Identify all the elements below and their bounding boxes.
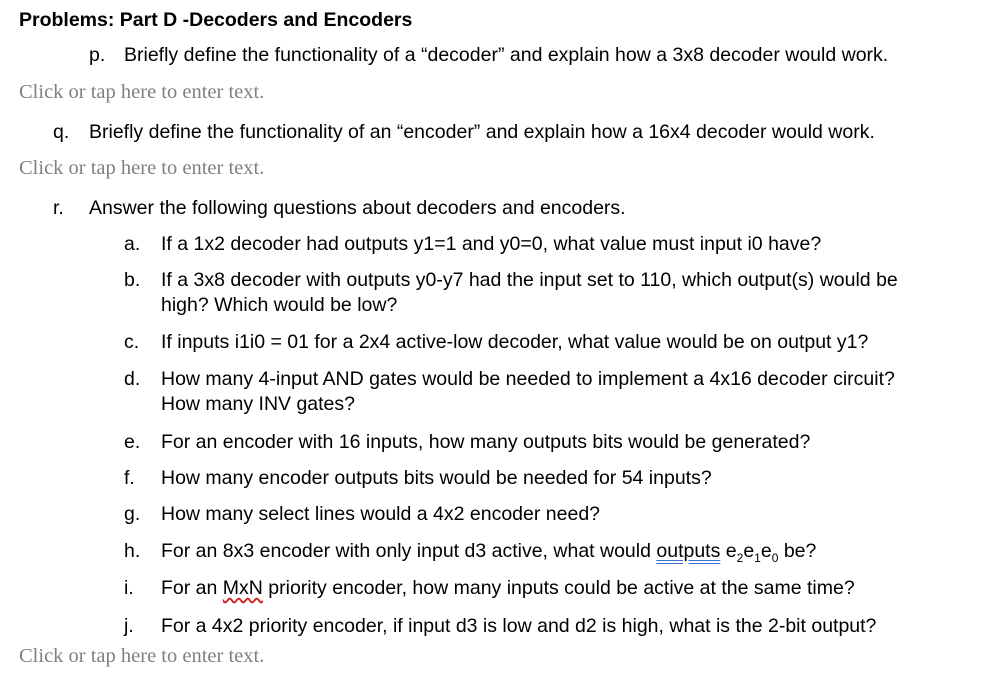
question-marker: q. <box>53 121 70 143</box>
question-text: Answer the following questions about decoders and encoders. <box>89 197 626 219</box>
subquestion-marker: a. <box>124 233 141 255</box>
subquestion-marker: g. <box>124 503 141 525</box>
question-text: Briefly define the functionality of an “encoder” and explain how a 16x4 decoder would work. <box>89 121 875 143</box>
subquestion-text: How many encoder outputs bits would be needed for 54 inputs? <box>161 467 712 489</box>
subquestion-marker: f. <box>124 467 135 489</box>
subquestion-text <box>161 539 816 571</box>
subquestion-text <box>161 576 855 601</box>
subquestion-text-line-2: high? Which would be low? <box>161 294 398 316</box>
subquestion-marker: j. <box>124 615 134 637</box>
question-marker: p. <box>89 44 106 66</box>
subquestion-text: For an encoder with 16 inputs, how many outputs bits would be generated? <box>161 431 811 453</box>
question-r <box>53 196 626 220</box>
subquestion-marker: e. <box>124 431 141 453</box>
subquestion-text: How many select lines would a 4x2 encoder need? <box>161 503 601 525</box>
page-title: Problems: Part D -Decoders and Encoders <box>19 9 413 31</box>
subquestion-marker: h. <box>124 540 141 562</box>
subquestion-text-line-1: How many 4-input AND gates would be needed to implement a 4x16 decoder circuit? <box>161 368 895 390</box>
subquestion-marker: d. <box>124 368 141 390</box>
question-q <box>53 120 875 144</box>
question-p <box>89 43 889 67</box>
grammar-flagged-word[interactable]: outputs <box>656 540 721 562</box>
subquestion-marker: i. <box>124 577 134 599</box>
subquestion-marker: b. <box>124 269 141 291</box>
subquestion-text-prefix: For an <box>161 577 223 599</box>
subquestion-text: If a 1x2 decoder had outputs y1=1 and y0=0, what value must input i0 have? <box>161 233 822 255</box>
output-bits-label: $e_2e_1e_0$ <box>725 540 779 565</box>
answer-field-q[interactable]: Click or tap here to enter text. <box>19 157 265 179</box>
subquestion-text-suffix: priority encoder, how many inputs could be active at the same time? <box>262 577 855 599</box>
spelling-flagged-word[interactable]: MxN <box>222 577 263 599</box>
subquestion-text: If inputs i1i0 = 01 for a 2x4 active-low decoder, what value would be on output y1? <box>161 331 869 353</box>
subquestion-marker: c. <box>124 331 140 353</box>
question-marker: r. <box>53 197 64 219</box>
subquestion-text-line-1: If a 3x8 decoder with outputs y0-y7 had the input set to 110, which output(s) would be <box>161 269 898 291</box>
question-text: Briefly define the functionality of a “decoder” and explain how a 3x8 decoder would work. <box>124 44 889 66</box>
subquestion-text-line-2: How many INV gates? <box>161 393 356 415</box>
subquestion-text: For a 4x2 priority encoder, if input d3 is low and d2 is high, what is the 2-bit output? <box>161 615 877 637</box>
answer-field-r[interactable]: Click or tap here to enter text. <box>19 645 265 667</box>
answer-field-p[interactable]: Click or tap here to enter text. <box>19 81 265 103</box>
subquestion-text-suffix: be? <box>778 540 817 562</box>
subquestion-text-prefix: For an 8x3 encoder with only input d3 active, what would <box>161 540 657 562</box>
